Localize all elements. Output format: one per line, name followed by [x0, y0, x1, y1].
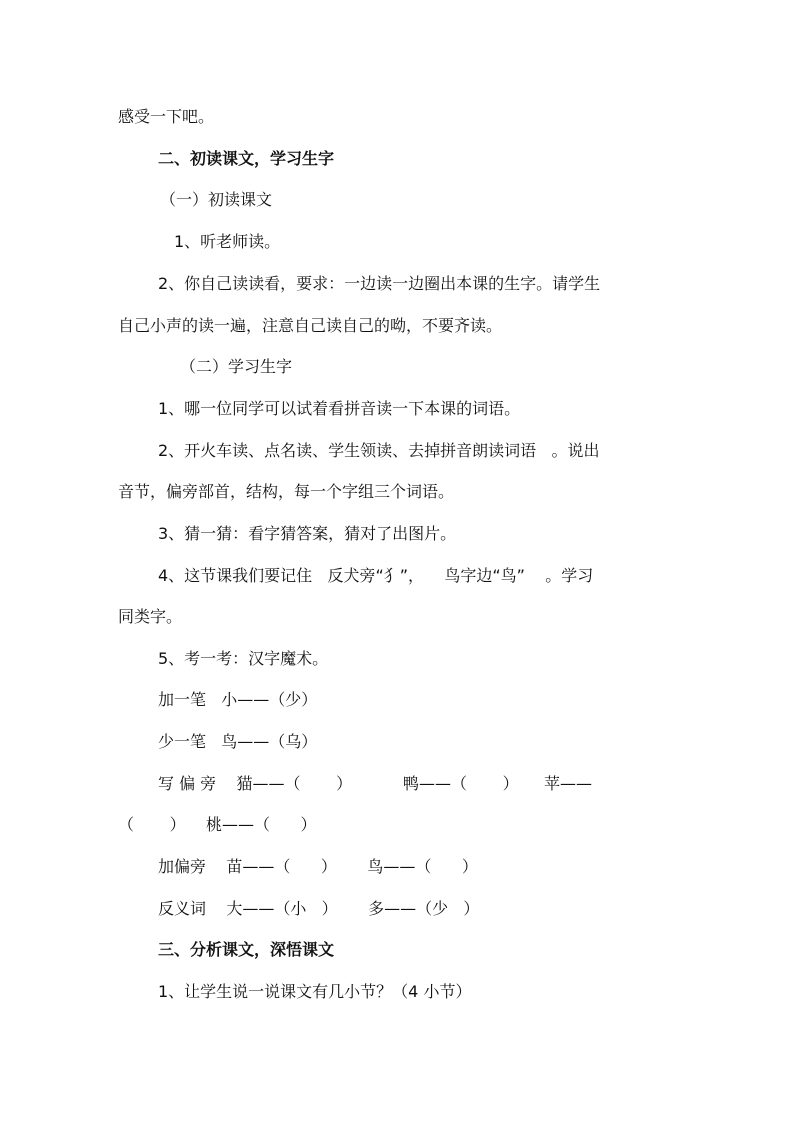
text-line: 2、开火车读、点名读、学生领读、去掉拼音朗读词语 。说出	[158, 441, 600, 460]
text-line: 写 偏 旁 猫——（ ） 鸭——（ ） 苹——	[158, 774, 593, 793]
text-line: 音节，偏旁部首，结构，每一个字组三个词语。	[118, 482, 455, 501]
text-line: 1、哪一位同学可以试着看拼音读一下本课的词语。	[158, 399, 521, 418]
text-line: 5、考一考：汉字魔术。	[158, 649, 329, 668]
text-line: 4、这节课我们要记住 反犬旁“犭”， 鸟字边“鸟” 。学习	[158, 566, 594, 585]
text-line: 1、让学生说一说课文有几小节？（4 小节）	[158, 982, 472, 1001]
text-line: 自己小声的读一遍，注意自己读自己的呦，不要齐读。	[118, 316, 503, 335]
text-line: 少一笔 鸟——（乌）	[158, 732, 318, 751]
subsection-heading: （二）学习生字	[180, 357, 293, 376]
subsection-heading: （一）初读课文	[160, 190, 273, 209]
section-heading: 二、初读课文，学习生字	[158, 149, 335, 168]
text-line: 感受一下吧。	[118, 107, 215, 126]
text-line: 同类字。	[118, 607, 183, 626]
text-line: 3、猜一猜：看字猜答案，猜对了出图片。	[158, 524, 457, 543]
text-line: 反义词 大——（小 ） 多——（少 ）	[158, 899, 480, 918]
text-line: 加一笔 小——（少）	[158, 690, 318, 709]
text-line: 2、你自己读读看，要求：一边读一边圈出本课的生字。请学生	[158, 274, 601, 293]
text-line: 加偏旁 苗——（ ） 鸟——（ ）	[158, 857, 478, 876]
text-line: （ ） 桃——（ ）	[118, 815, 317, 834]
section-heading: 三、分析课文，深悟课文	[158, 940, 335, 959]
text-line: 1、听老师读。	[174, 232, 281, 251]
